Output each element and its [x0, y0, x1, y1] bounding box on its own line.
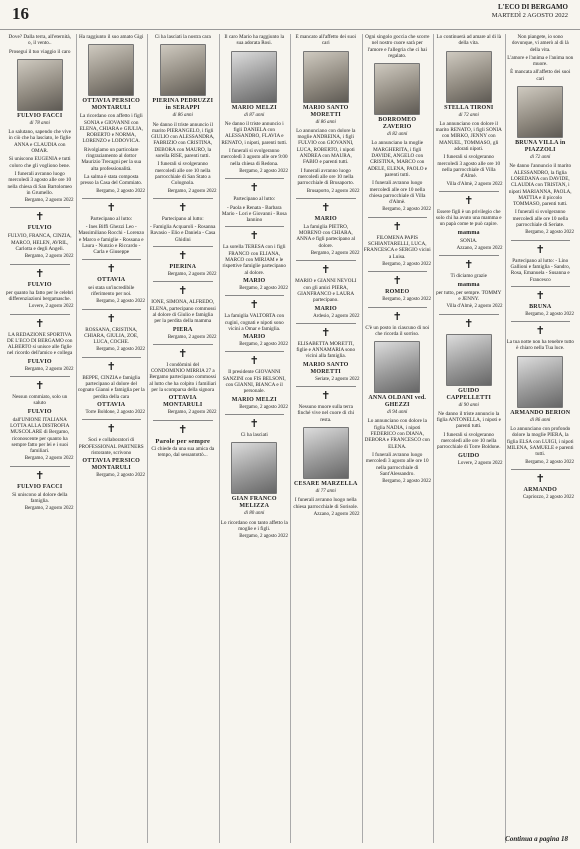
place-date: Bergamo, 2 agosto 2022	[24, 198, 74, 204]
deceased-name: mamma	[457, 281, 480, 288]
notice-text: Partecipano al lutto:	[90, 215, 133, 222]
notice-text: Ha raggiunto il suo amato Gigi	[79, 34, 144, 40]
cross-icon: ✝	[106, 201, 116, 214]
deceased-name: Parole per sempre	[155, 437, 211, 445]
deceased-name: FULVIO FACCI	[17, 112, 63, 119]
cross-icon: ✝	[321, 326, 331, 339]
notice-text: Lo annunciano con dolore il marito RENATO, i figli SONIA con MIRKO, JENNY con MANUEL, TOMMASO, gli adorati nipoti.	[435, 120, 502, 153]
divider	[82, 357, 142, 358]
deceased-name: OTTAVIA PERSICO MONTARULI	[82, 458, 141, 472]
notice-text: I funerali avranno luogo mercoledì alle ore 10 nella parrocchiale di Brusaporto.	[297, 167, 355, 187]
deceased-name: ANNA OLDANI ved. GHEZZI	[368, 395, 427, 409]
deceased-name: MARIO	[314, 305, 337, 312]
place-date: Bergamo, 2 agosto 2022	[382, 297, 431, 303]
age-note: di 82 anni	[387, 132, 408, 138]
notice-text: La ricordano con affetto i figli SONIA e GIOVANNI con ELENA, CHIARA e GIULIA, ROBERTO e NORMA, LORENZO e LODOVICA.	[79, 113, 143, 145]
cross-icon: ✝	[35, 267, 45, 280]
portrait-photo	[88, 44, 134, 96]
notice-text: I funerali avranno luogo mercoledì 3 agosto alle ore 10 nella chiesa di San Bartolomeo in Grumello.	[7, 170, 73, 196]
notice-text: I funerali si svolgeranno mercoledì alle ore 10 nella parrocchiale di Seriate.	[512, 209, 568, 229]
deceased-name: MARIO SANTO MORETTI	[302, 361, 349, 375]
column-8	[507, 34, 575, 843]
notice-text: Si uniscono EUGENIA e tutti coloro che gli vogliono bene.	[8, 156, 71, 169]
notice-text: I funerali si svolgeranno mercoledì 3 agosto alle ore 9:00 nella chiesa di Redona.	[220, 148, 288, 167]
column-2	[78, 34, 146, 843]
notice-text: Nessuno muore sulla terra finché vive nel cuore di chi resta.	[297, 404, 355, 423]
portrait-photo	[446, 334, 492, 386]
divider	[439, 191, 499, 192]
divider	[225, 178, 285, 179]
column-5	[292, 34, 360, 843]
divider	[225, 351, 285, 352]
age-note: di 86 anni	[530, 417, 551, 423]
place-date: Bergamo, 2 agosto 2022	[96, 473, 145, 479]
cross-icon: ✝	[249, 182, 259, 195]
notice-text: FULVIO, FRANCA, CINZIA, MARCO, HELEN, AVRIL, Carlotta e degli Angeli.	[7, 233, 72, 253]
deceased-name: FULVIO	[27, 408, 52, 415]
deceased-name: PIERINA PEDRUZZI in SERAPPI	[152, 98, 214, 112]
place-date: Bergamo, 2 agosto 2022	[310, 251, 360, 257]
portrait-photo	[517, 356, 563, 408]
age-note: di 78 anni	[29, 120, 50, 126]
place-date: Bergamo, 2 agosto 2022	[24, 506, 74, 512]
divider	[225, 226, 285, 227]
deceased-name: PIERINA	[169, 264, 197, 271]
notice-text: L'amore e l'anima e l'anima non muore.	[507, 54, 574, 68]
age-note: di 94 anni	[387, 410, 408, 416]
age-note: di 86 anni	[172, 113, 193, 119]
column-3	[149, 34, 217, 843]
portrait-photo	[17, 59, 63, 111]
notice-text: Lo salutano, sapendo che vive in ciò che ha lasciato, le figlie ANNA e CLAUDIA con OMAR.	[8, 129, 72, 155]
deceased-name: OTTAVIA PERSICO MONTARULI	[82, 98, 141, 112]
notice-text: Ne danno l'annuncio il marito ALESSANDRO, la figlia LOREDANA con DAVIDE, CLAUDIA con TRISTAN, i nipoti MARIANNA, PAOLA, MATTIA e il piccolo TOMMASO, parenti tutti.	[508, 163, 572, 208]
place-date: Bergamo, 2 agosto 2022	[167, 334, 217, 340]
notice-text: Essere figli è un privilegio che solo chi ha avuto una mamma e un papà come te può capire.	[435, 208, 502, 228]
cross-icon: ✝	[464, 317, 474, 330]
notice-text: La sorella TERESA con i figli FRANCO con ELIANA, MARCO con MIRJAM e le rispettive famiglie partecipano al dolore.	[222, 244, 286, 276]
divider	[82, 259, 142, 260]
notice-text: È mancato all'affetto dei suoi cari	[295, 34, 356, 47]
place-date: Lovere, 2 agosto 2022	[28, 304, 74, 310]
divider	[153, 344, 213, 345]
divider	[225, 414, 285, 415]
portrait-photo	[231, 442, 277, 494]
place-date: Ardesio, 2 agosto 2022	[313, 313, 360, 319]
notice-text: Ne danno il triste annuncio i figli DANIELA con ALESSANDRO, FLAVIA e RENATO, i nipoti, parenti tutti.	[221, 120, 288, 146]
deceased-name: MARIO	[243, 334, 266, 341]
notice-text: Ogni singolo goccia che scorre nel nostro cuore sarà per l'amore e l'allegria che ci hai regalato.	[365, 34, 430, 59]
cross-icon: ✝	[321, 201, 331, 214]
cross-icon: ✝	[249, 299, 259, 312]
notice-text: La tua notte non ha tenebre tutto è chiaro nella Tua luce.	[506, 339, 574, 352]
divider	[511, 321, 571, 322]
place-date: Bergamo, 2 agosto 2022	[96, 347, 145, 353]
divider	[439, 314, 499, 315]
column-7	[435, 34, 503, 843]
place-date: Bergamo, 2 agosto 2022	[167, 410, 217, 416]
portrait-photo	[303, 427, 349, 479]
notice-text: Proseguí il tuo viaggio il caro	[8, 48, 71, 55]
notice-text: Ti diciamo grazie	[450, 273, 487, 280]
divider	[296, 198, 356, 199]
notice-text: Lo annunciano con dolore la moglie ANDREINA, i figli FULVIO con GIOVANNI, LUCA, ROBERTO, i nipoti ANDREA con MAURA, FABIO e parenti tutti.	[296, 127, 356, 166]
notice-text: I funerali avranno luogo mercoledì 3 agosto alle ore 10 nella parrocchiale di Sant'Alessandro.	[365, 451, 429, 477]
divider	[10, 314, 70, 315]
age-note: di 80 anni	[244, 511, 265, 517]
notice-text: I condòmini del CONDOMINIO MIRRIA 27 a Bergamo partecipano commossi al lutto che ha colpito i familiari per la scomparsa della signora	[149, 361, 217, 394]
notice-text: FILOMENA PAPIS SCHIANTARELLI, LUCA, FRANCESCA e SERGIO vicini a Luisa.	[363, 234, 431, 260]
continuation-note: Continua a pagina 18	[505, 835, 568, 843]
divider	[10, 376, 70, 377]
column-6	[364, 34, 432, 843]
notice-text: I funerali avranno luogo nella chiesa parrocchiale di Sorisole.	[293, 497, 359, 510]
notice-text: Partecipano al lutto:	[233, 196, 276, 203]
divider	[511, 286, 571, 287]
cross-icon: ✝	[106, 423, 116, 436]
notice-text: Dove? Dalla terra, all'eternità, o, il vento..	[8, 34, 71, 47]
notice-text: La famiglia PIETRO, MORENO con CHIARA, ANNA e figli partecipano al dolore.	[296, 223, 356, 249]
divider	[153, 420, 213, 421]
notice-text: La salma è stata composta presso la Casa del Commiato.	[80, 173, 143, 187]
place-date: Torre Boldone, 2 agosto 2022	[85, 409, 145, 415]
divider	[153, 246, 213, 247]
deceased-name: ARMANDO BERION	[510, 409, 571, 416]
age-note: di 86 anni	[315, 119, 336, 125]
notice-text: Il caro Mario ha raggiunto la sua adorata Rosi.	[224, 34, 285, 47]
age-note: di 87 anni	[244, 112, 265, 118]
notice-text: Nessun commiato, solo un saluto	[12, 394, 68, 407]
notice-text: I funerali si svolgeranno mercoledì alle ore 10 nella parrocchiale di San Stato a Colognola.	[154, 161, 211, 187]
notice-text: Ci ha lasciati la nostra cara	[154, 34, 211, 40]
age-note: di 77 anni	[315, 488, 336, 494]
notice-text: LA REDAZIONE SPORTIVA DE L'ECO DI BERGAMO con ALBERTO si unisce alle figlie nel ricordo dell'amico e collega	[7, 331, 73, 357]
age-note: di 90 anni	[458, 402, 479, 408]
issue-date: MARTEDÌ 2 AGOSTO 2022	[491, 12, 568, 19]
place-date: Bergamo, 2 agosto 2022	[382, 207, 431, 213]
notice-text: - Ines Biffi Ghezzi Leo - Massimiliano Rocchi - Lorenzo e Marco e famiglie - Rossana e Laura - Nunzio e Riccardo - Carla e Giuseppe	[78, 224, 145, 256]
divider	[153, 281, 213, 282]
deceased-name: FULVIO FACCI	[17, 483, 63, 490]
deceased-name: BRUNA VILLA in PIAZZOLI	[515, 140, 566, 154]
deceased-name: MARIO	[314, 215, 337, 222]
notice-text: BEPPE, CINZIA e famiglia partecipano al dolore del cognato Gianni e famiglia per la perdita della cara	[77, 374, 145, 400]
notice-text: - Famiglia Acquaroli - Rosanna Ravasio - Elio e Daniela - Casa Ghidini	[150, 224, 216, 243]
portrait-photo	[160, 44, 206, 96]
divider	[368, 271, 428, 272]
divider	[296, 323, 356, 324]
place-date: Bergamo, 2 agosto 2022	[239, 168, 288, 174]
place-date: Villa d'Almè, 2 agosto 2022	[446, 304, 503, 310]
notice-text: SONIA.	[460, 237, 478, 244]
cross-icon: ✝	[178, 423, 188, 436]
newspaper-name: L'ECO DI BERGAMO	[497, 3, 568, 11]
place-date: Brusaporto, 2 agosto 2022	[306, 188, 360, 194]
cross-icon: ✝	[535, 289, 545, 302]
place-date: Villa d'Almè, 2 agosto 2022	[446, 181, 503, 187]
divider	[296, 386, 356, 387]
cross-icon: ✝	[178, 250, 188, 263]
notice-text: I funerali si svolgeranno mercoledì alle ore 10 nella parrocchiale di Torre Boldone.	[437, 431, 501, 451]
notice-text: I funerali avranno luogo mercoledì alle ore 10 nella chiesa parrocchiale di Villa d'Almè.	[369, 180, 426, 206]
page-number: 16	[12, 4, 29, 23]
notice-text: Lo continuerà ad amare al di là della vita.	[436, 34, 502, 47]
portrait-photo	[303, 51, 349, 103]
deceased-name: FULVIO	[27, 358, 52, 365]
portrait-photo	[517, 86, 563, 138]
cross-icon: ✝	[249, 417, 259, 430]
cross-icon: ✝	[35, 469, 45, 482]
masthead	[492, 3, 568, 20]
place-date: Bergamo, 2 agosto 2022	[24, 366, 74, 372]
deceased-name: GIAN FRANCO MELIZZA	[231, 496, 277, 510]
notice-text: dall'UNIONE ITALIANA LOTTA ALLA DISTROFIA MUSCOLARE di Bergamo, riconoscente per quanto ha sempre fatto per lei e i suoi familiari.	[10, 416, 70, 455]
divider	[82, 419, 142, 420]
cross-icon: ✝	[35, 317, 45, 330]
notice-text: Lo annunciano con profondo dolore la moglie PIERA, la figlia ELSA con LUIGI, i nipoti MILENA, SAMUELE e parenti tutti.	[506, 426, 574, 458]
notice-text: IONE, SIMONA, ALFREDO, ELENA, partecipano commossi al dolore di Giulio e famiglia per la perdita della mamma	[149, 299, 216, 325]
cross-icon: ✝	[106, 312, 116, 325]
column-rule	[219, 34, 220, 843]
cross-icon: ✝	[178, 201, 188, 214]
column-rule	[362, 34, 363, 843]
place-date: Bergamo, 2 agosto 2022	[96, 299, 145, 305]
divider	[10, 264, 70, 265]
deceased-name: mamma	[457, 229, 480, 236]
divider	[368, 307, 428, 308]
column-1	[6, 34, 74, 843]
place-date: Capriozzo, 2 agosto 2022	[522, 494, 574, 500]
place-date: Bergamo, 2 agosto 2022	[239, 534, 288, 540]
notice-text: Rivolgiamo un particolare ringraziamento al dottor Maurizio Trecagni per la sua alta professionalità.	[81, 146, 142, 172]
cross-icon: ✝	[321, 264, 331, 277]
notice-text: La famiglia VALTORTA con cugini, cognati e nipoti sono vicini a Omar e famiglia.	[224, 313, 285, 332]
notice-text: Ne danno il triste annuncio la figlia ANTONELLA, i nipoti e parenti tutti.	[436, 410, 501, 430]
portrait-photo	[374, 341, 420, 393]
cross-icon: ✝	[535, 472, 545, 485]
place-date: Bergamo, 2 agosto 2022	[167, 272, 217, 278]
notice-text: Partecipano al lutto:	[161, 215, 204, 222]
cross-icon: ✝	[178, 285, 188, 298]
notice-text: MARIO e GIANNI NEVOLI con gli amici PIERA, GIANFRANCO e LAURA partecipano.	[295, 278, 357, 304]
cross-icon: ✝	[106, 262, 116, 275]
portrait-photo	[231, 51, 277, 103]
place-date: Bergamo, 2 agosto 2022	[525, 459, 574, 465]
notice-text: ROSSANA, CRISTINA, CHIARA, GIULIA, ZOE, LUCA, COCHE.	[84, 326, 139, 346]
place-date: Bergamo, 2 agosto 2022	[96, 188, 145, 194]
notice-text: Partecipano al lutto: - Lino Gallioni e famiglia - Sandro, Rosa, Emanuela - Susanna e Francesco	[510, 257, 570, 283]
deceased-name: FULVIO	[27, 281, 52, 288]
notice-text: Ne danno il triste annuncio il marito PIERANGELO, i figli GIULIO con ALESSANDRA, FABRIZIO con CRISTINA, DEBORA con MAURO, la sorella RISE, parenti tutti.	[151, 121, 215, 160]
column-rule	[147, 34, 148, 843]
deceased-name: BRUNA	[529, 303, 552, 310]
deceased-name: BORROMEO ZAVERIO	[378, 117, 417, 131]
deceased-name: FULVIO	[27, 225, 52, 232]
deceased-name: CESARE MARZELLA	[293, 480, 358, 487]
deceased-name: GUIDO	[458, 452, 480, 459]
deceased-name: ROMEO	[385, 289, 410, 296]
age-note: di 72 anni	[458, 112, 479, 118]
divider	[225, 295, 285, 296]
cross-icon: ✝	[106, 360, 116, 373]
deceased-name: OTTAVIA	[97, 401, 126, 408]
column-4	[221, 34, 289, 843]
notice-text: Soci e collaboratori di PROFESSIONAL PARTNERS ristorante, scrivono	[78, 437, 144, 456]
cross-icon: ✝	[392, 275, 402, 288]
deceased-name: MARIO MELZI	[231, 104, 277, 111]
divider	[10, 207, 70, 208]
cross-icon: ✝	[35, 380, 45, 393]
column-rule	[290, 34, 291, 843]
deceased-name: STELLA TIRONI	[444, 104, 494, 111]
portrait-photo	[374, 63, 420, 115]
divider	[153, 198, 213, 199]
notice-text: Lo ricordano con tanto affetto la moglie e i figli.	[220, 519, 288, 532]
divider	[368, 217, 428, 218]
notice-text: - Paola e Renata - Barbara Mario - Lori e Giovanni - Rosa Iannino	[221, 204, 287, 224]
notice-text: È mancata all'affetto dei suoi cari	[510, 69, 571, 82]
deceased-name: GUIDO CAPPELLETTI	[446, 387, 492, 401]
cross-icon: ✝	[535, 243, 545, 256]
place-date: Bergamo, 2 agosto 2022	[24, 456, 74, 462]
cross-icon: ✝	[535, 325, 545, 338]
notice-text: Non piangete, io sono dovunque, vi amerò al di là della vita.	[511, 34, 569, 53]
page-header	[0, 0, 580, 30]
divider	[511, 240, 571, 241]
column-rule	[433, 34, 434, 843]
deceased-name: PIERA	[172, 326, 193, 333]
deceased-name: OTTAVIA	[97, 276, 126, 283]
column-rule	[505, 34, 506, 843]
notice-text: per quanto ha fatto per le celebri differenziazioni bergamasche.	[6, 289, 74, 302]
place-date: Seriate, 2 agosto 2022	[315, 376, 360, 382]
cross-icon: ✝	[249, 355, 259, 368]
divider	[296, 260, 356, 261]
place-date: Bergamo, 2 agosto 2022	[167, 188, 217, 194]
place-date: Bergamo, 2 agosto 2022	[239, 342, 288, 348]
place-date: Bergamo, 2 agosto 2022	[239, 404, 288, 410]
deceased-name: OTTAVIA MONTARULI	[163, 395, 203, 409]
column-rule	[76, 34, 77, 843]
place-date: Bergamo, 2 agosto 2022	[525, 230, 574, 236]
cross-icon: ✝	[249, 230, 259, 243]
divider	[439, 255, 499, 256]
divider	[10, 466, 70, 467]
cross-icon: ✝	[321, 390, 331, 403]
place-date: Azzano, 2 agosto 2022	[456, 246, 503, 252]
notice-text: C'è un posto in ciascuno di noi che ricorda il sorriso.	[365, 324, 430, 337]
place-date: Bergamo, 2 agosto 2022	[525, 311, 574, 317]
place-date: Bergamo, 2 agosto 2022	[24, 254, 74, 260]
notice-text: Il presidente GIOVANNI SANZINI con FIS BELSONI, con GIANNI, BIANCA e il personale.	[222, 369, 286, 395]
place-date: Lovere, 2 agosto 2022	[457, 460, 503, 466]
divider	[82, 198, 142, 199]
portrait-photo	[446, 51, 492, 103]
deceased-name: ARMANDO	[523, 486, 557, 493]
notice-text: Si uniscono al dolore della famiglia.	[12, 491, 68, 504]
cross-icon: ✝	[392, 310, 402, 323]
cross-icon: ✝	[178, 347, 188, 360]
notice-text: ELISABETTA MORETTI, figlie e ANNAMARIA sono vicini alla famiglia.	[296, 340, 356, 360]
notice-text: Lo annunciano la moglie MARGHERITA, i figli DAVIDE, ANGELO con CRISTINA, MARCO con ADELE, ELENA, PAOLO e parenti tutti.	[367, 140, 428, 178]
notice-text: sei stata un'incredibile riferimento per noi.	[88, 284, 135, 297]
notice-text: per tutto, per sempre. TOMMY e JENNY.	[436, 289, 502, 302]
notice-text: I funerali si svolgeranno mercoledì 3 agosto alle ore 10 nella parrocchiale di Villa d'Almè.	[437, 154, 501, 180]
notice-text: Lo annunciano con dolore la figlia NADIA, i nipoti FEDERICO con DIANA, DEBORA e FRANCESCO con ELENA.	[364, 418, 430, 450]
place-date: Bergamo, 2 agosto 2022	[382, 261, 431, 267]
deceased-name: MARIO SANTO MORETTI	[302, 104, 349, 118]
notice-text: Ci chiede da una sua amica da tempo, dal sessantottò...	[151, 445, 215, 458]
place-date: Bergamo, 2 agosto 2022	[382, 479, 431, 485]
notice-text: Ci ha lasciati	[240, 431, 268, 438]
divider	[82, 309, 142, 310]
deceased-name: MARIO	[243, 277, 266, 284]
place-date: Azzano, 2 agosto 2022	[313, 511, 360, 517]
cross-icon: ✝	[464, 194, 474, 207]
divider	[511, 469, 571, 470]
age-note: di 72 anni	[530, 155, 551, 161]
cross-icon: ✝	[464, 259, 474, 272]
deceased-name: MARIO MELZI	[231, 396, 277, 403]
place-date: Bergamo, 2 agosto 2022	[239, 285, 288, 291]
cross-icon: ✝	[35, 211, 45, 224]
cross-icon: ✝	[392, 220, 402, 233]
